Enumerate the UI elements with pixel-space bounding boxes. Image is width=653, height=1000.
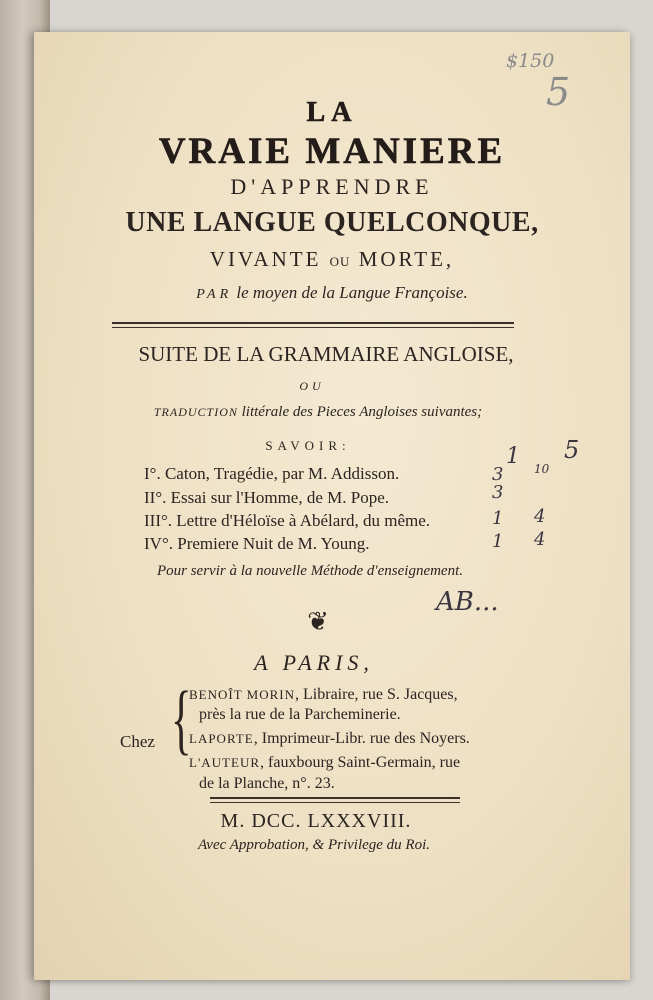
contents-text: Premiere Nuit de M. Young. [177, 534, 370, 553]
contents-num: II°. [144, 488, 167, 507]
contents-text: Essai sur l'Homme, de M. Pope. [170, 488, 390, 507]
title-dapprendre: D'APPRENDRE [230, 174, 434, 199]
handwritten-mark: 1 [506, 444, 520, 469]
imprint-rest: près la rue de la Parcheminerie. [199, 706, 401, 723]
imprint-line-3 [189, 730, 470, 748]
contents-num: I°. [144, 464, 161, 483]
handwritten-mark: 1 [492, 531, 504, 552]
handwritten-mark: 4 [534, 529, 546, 550]
handwritten-signature: AB... [436, 587, 499, 617]
handwritten-mark: 10 [534, 462, 550, 476]
imprint-line-1 [189, 686, 458, 704]
imprint-rest: , Libraire, rue S. Jacques, [295, 686, 458, 703]
contents-text: Lettre d'Héloïse à Abélard, du même. [176, 511, 431, 530]
purpose-line: Pour servir à la nouvelle Méthode d'enseignement. [156, 563, 464, 579]
imprint-city: A PARIS, [254, 650, 374, 675]
subtitle-traduction: TRADUCTION [153, 405, 238, 419]
imprint-name: BENOÎT MORIN [189, 687, 296, 702]
imprint-brace: { [171, 675, 192, 762]
title-page [34, 32, 630, 980]
contents-item-3 [144, 511, 430, 531]
subtitle-suite: SUITE DE LA GRAMMAIRE ANGLOISE, [138, 342, 514, 366]
handwritten-number: 5 [546, 70, 571, 114]
imprint-rest: , fauxbourg Saint-Germain, rue [260, 754, 461, 771]
subtitle-savoir: SAVOIR: [265, 438, 351, 453]
handwritten-mark: 1 [492, 508, 504, 529]
imprint-line-4 [189, 754, 460, 772]
handwritten-price: $150 [506, 50, 555, 72]
title-une-langue [34, 207, 630, 239]
handwritten-mark: 3 [492, 482, 504, 503]
handwritten-mark: 4 [534, 506, 546, 527]
title-vraie-maniere: VRAIE MANIERE [158, 131, 506, 172]
handwritten-mark: 3 [492, 464, 504, 485]
imprint-name: LAPORTE [189, 731, 254, 746]
title-ou: OU [329, 254, 351, 269]
title-par-rest: le moyen de la Langue Françoise. [236, 283, 468, 302]
handwritten-mark: 5 [564, 436, 580, 464]
contents-text: Caton, Tragédie, par M. Addisson. [164, 464, 400, 483]
subtitle-ou: OU [299, 379, 325, 393]
imprint-year: M. DCC. LXXXVIII. [220, 810, 412, 832]
title-vivante-line [34, 247, 630, 272]
imprint-approbation: Avec Approbation, & Privilege du Roi. [197, 837, 431, 853]
title-vivante: VIVANTE [209, 247, 322, 271]
imprint-rest: , Imprimeur-Libr. rue des Noyers. [253, 730, 470, 747]
title-par-line [34, 283, 630, 303]
title-la: LA [306, 97, 358, 128]
contents-item-1 [144, 464, 399, 484]
contents-num: III°. [144, 511, 173, 530]
imprint-rule [210, 797, 460, 803]
imprint-rest: de la Planche, n°. 23. [199, 775, 335, 792]
subtitle-traduction-line [20, 404, 616, 421]
imprint-name: L'AUTEUR [189, 755, 261, 770]
imprint-line-2 [199, 706, 401, 724]
contents-item-4 [144, 534, 369, 554]
title-par: PAR [196, 287, 233, 302]
contents-num: IV°. [144, 534, 173, 553]
ornament-fleuron: ❦ [307, 607, 329, 636]
subtitle-traduction-rest: littérale des Pieces Angloises suivantes; [241, 404, 483, 420]
contents-item-2 [144, 488, 389, 508]
imprint-line-5 [199, 775, 335, 793]
title-morte: MORTE, [358, 247, 455, 271]
title-une-langue-text: UNE LANGUE QUELCONQUE, [125, 207, 539, 238]
title-rule [112, 322, 514, 328]
imprint-chez: Chez [120, 732, 155, 751]
